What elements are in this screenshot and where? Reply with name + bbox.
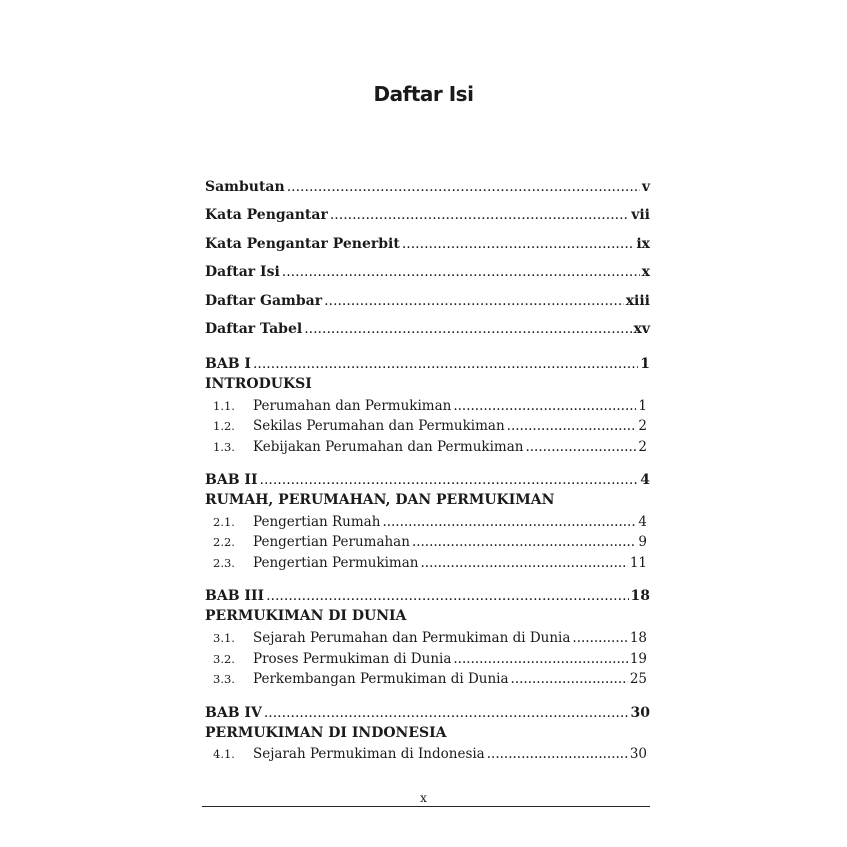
toc-section-2-3[interactable] bbox=[213, 555, 647, 571]
chapter-label: BAB III bbox=[205, 588, 265, 604]
dot-leader bbox=[264, 705, 629, 721]
section-page: 25 bbox=[629, 671, 647, 687]
dot-leader bbox=[420, 555, 627, 571]
toc-section-4-1[interactable] bbox=[213, 746, 647, 762]
toc-section-2-2[interactable] bbox=[213, 534, 647, 550]
toc-entry-label: Kata Pengantar Penerbit bbox=[205, 236, 400, 252]
dot-leader bbox=[572, 630, 627, 646]
dot-leader bbox=[304, 321, 631, 337]
toc-entry-page: v bbox=[641, 179, 650, 195]
toc-section-1-2[interactable] bbox=[213, 418, 647, 434]
toc-section-3-2[interactable] bbox=[213, 651, 647, 667]
section-label: Perkembangan Permukiman di Dunia bbox=[253, 671, 509, 687]
section-label: Perumahan dan Permukiman bbox=[253, 398, 452, 414]
chapter-heading: INTRODUKSI bbox=[205, 376, 312, 392]
section-number: 1.2. bbox=[213, 419, 235, 433]
dot-leader bbox=[330, 207, 629, 223]
section-label: Kebijakan Perumahan dan Permukiman bbox=[253, 439, 524, 455]
chapter-label: BAB I bbox=[205, 356, 251, 372]
footer-page-number: x bbox=[420, 791, 427, 805]
section-page: 2 bbox=[638, 418, 647, 434]
toc-entry-kata-pengantar[interactable] bbox=[205, 207, 650, 223]
section-number: 1.3. bbox=[213, 440, 235, 454]
section-number: 2.1. bbox=[213, 515, 235, 529]
chapter-page: 18 bbox=[630, 588, 650, 604]
toc-entry-kata-pengantar-penerbit[interactable] bbox=[205, 236, 650, 252]
section-number: 3.3. bbox=[213, 672, 235, 686]
toc-chapter-bab-iv[interactable] bbox=[205, 705, 650, 721]
toc-entry-label: Daftar Isi bbox=[205, 264, 280, 280]
footer-rule bbox=[202, 806, 650, 807]
section-page: 1 bbox=[638, 398, 647, 414]
toc-entry-page: x bbox=[641, 264, 650, 280]
section-page: 11 bbox=[629, 555, 647, 571]
dot-leader bbox=[287, 179, 640, 195]
dot-leader bbox=[282, 264, 640, 280]
chapter-label: BAB IV bbox=[205, 705, 262, 721]
chapter-page: 4 bbox=[640, 472, 650, 488]
dot-leader bbox=[382, 514, 636, 530]
section-number: 3.2. bbox=[213, 652, 235, 666]
toc-chapter-bab-ii[interactable] bbox=[205, 472, 650, 488]
toc-section-1-3[interactable] bbox=[213, 439, 647, 455]
chapter-label: BAB II bbox=[205, 472, 258, 488]
toc-entry-page: xiii bbox=[625, 293, 650, 309]
chapter-heading: PERMUKIMAN DI DUNIA bbox=[205, 608, 407, 624]
dot-leader bbox=[453, 651, 627, 667]
section-label: Pengertian Permukiman bbox=[253, 555, 419, 571]
dot-leader bbox=[324, 293, 624, 309]
dot-leader bbox=[266, 588, 628, 604]
toc-section-1-1[interactable] bbox=[213, 398, 647, 414]
toc-entry-page: xv bbox=[633, 321, 650, 337]
toc-section-2-1[interactable] bbox=[213, 514, 647, 530]
section-number: 1.1. bbox=[213, 399, 235, 413]
section-number: 4.1. bbox=[213, 747, 235, 761]
toc-entry-page: ix bbox=[636, 236, 650, 252]
toc-entry-label: Daftar Tabel bbox=[205, 321, 303, 337]
toc-section-3-1[interactable] bbox=[213, 630, 647, 646]
section-number: 2.2. bbox=[213, 535, 235, 549]
section-label: Proses Permukiman di Dunia bbox=[253, 651, 452, 667]
section-page: 30 bbox=[629, 746, 647, 762]
dot-leader bbox=[412, 534, 636, 550]
toc-entry-label: Daftar Gambar bbox=[205, 293, 323, 309]
toc-entry-label: Sambutan bbox=[205, 179, 285, 195]
section-label: Sejarah Perumahan dan Permukiman di Dunia bbox=[253, 630, 571, 646]
dot-leader bbox=[260, 472, 639, 488]
dot-leader bbox=[487, 746, 628, 762]
toc-entry-daftar-tabel[interactable] bbox=[205, 321, 650, 337]
chapter-heading: PERMUKIMAN DI INDONESIA bbox=[205, 725, 447, 741]
toc-entry-daftar-gambar[interactable] bbox=[205, 293, 650, 309]
chapter-page: 1 bbox=[640, 356, 650, 372]
toc-chapter-bab-i[interactable] bbox=[205, 356, 650, 372]
section-page: 4 bbox=[638, 514, 647, 530]
section-page: 2 bbox=[638, 439, 647, 455]
toc-section-3-3[interactable] bbox=[213, 671, 647, 687]
dot-leader bbox=[253, 356, 638, 372]
section-label: Sejarah Permukiman di Indonesia bbox=[253, 746, 485, 762]
toc-entry-daftar-isi[interactable] bbox=[205, 264, 650, 280]
page-title: Daftar Isi bbox=[373, 82, 474, 106]
section-label: Pengertian Perumahan bbox=[253, 534, 410, 550]
section-label: Pengertian Rumah bbox=[253, 514, 381, 530]
dot-leader bbox=[507, 418, 637, 434]
toc-chapter-bab-iii[interactable] bbox=[205, 588, 650, 604]
chapter-heading: RUMAH, PERUMAHAN, DAN PERMUKIMAN bbox=[205, 492, 555, 508]
dot-leader bbox=[453, 398, 636, 414]
section-page: 19 bbox=[629, 651, 647, 667]
dot-leader bbox=[525, 439, 636, 455]
toc-entry-sambutan[interactable] bbox=[205, 179, 650, 195]
dot-leader bbox=[511, 671, 628, 687]
section-page: 18 bbox=[629, 630, 647, 646]
dot-leader bbox=[402, 236, 635, 252]
section-page: 9 bbox=[638, 534, 647, 550]
toc-entry-page: vii bbox=[631, 207, 650, 223]
chapter-page: 30 bbox=[630, 705, 650, 721]
toc-entry-label: Kata Pengantar bbox=[205, 207, 328, 223]
section-number: 3.1. bbox=[213, 631, 235, 645]
section-number: 2.3. bbox=[213, 556, 235, 570]
section-label: Sekilas Perumahan dan Permukiman bbox=[253, 418, 505, 434]
